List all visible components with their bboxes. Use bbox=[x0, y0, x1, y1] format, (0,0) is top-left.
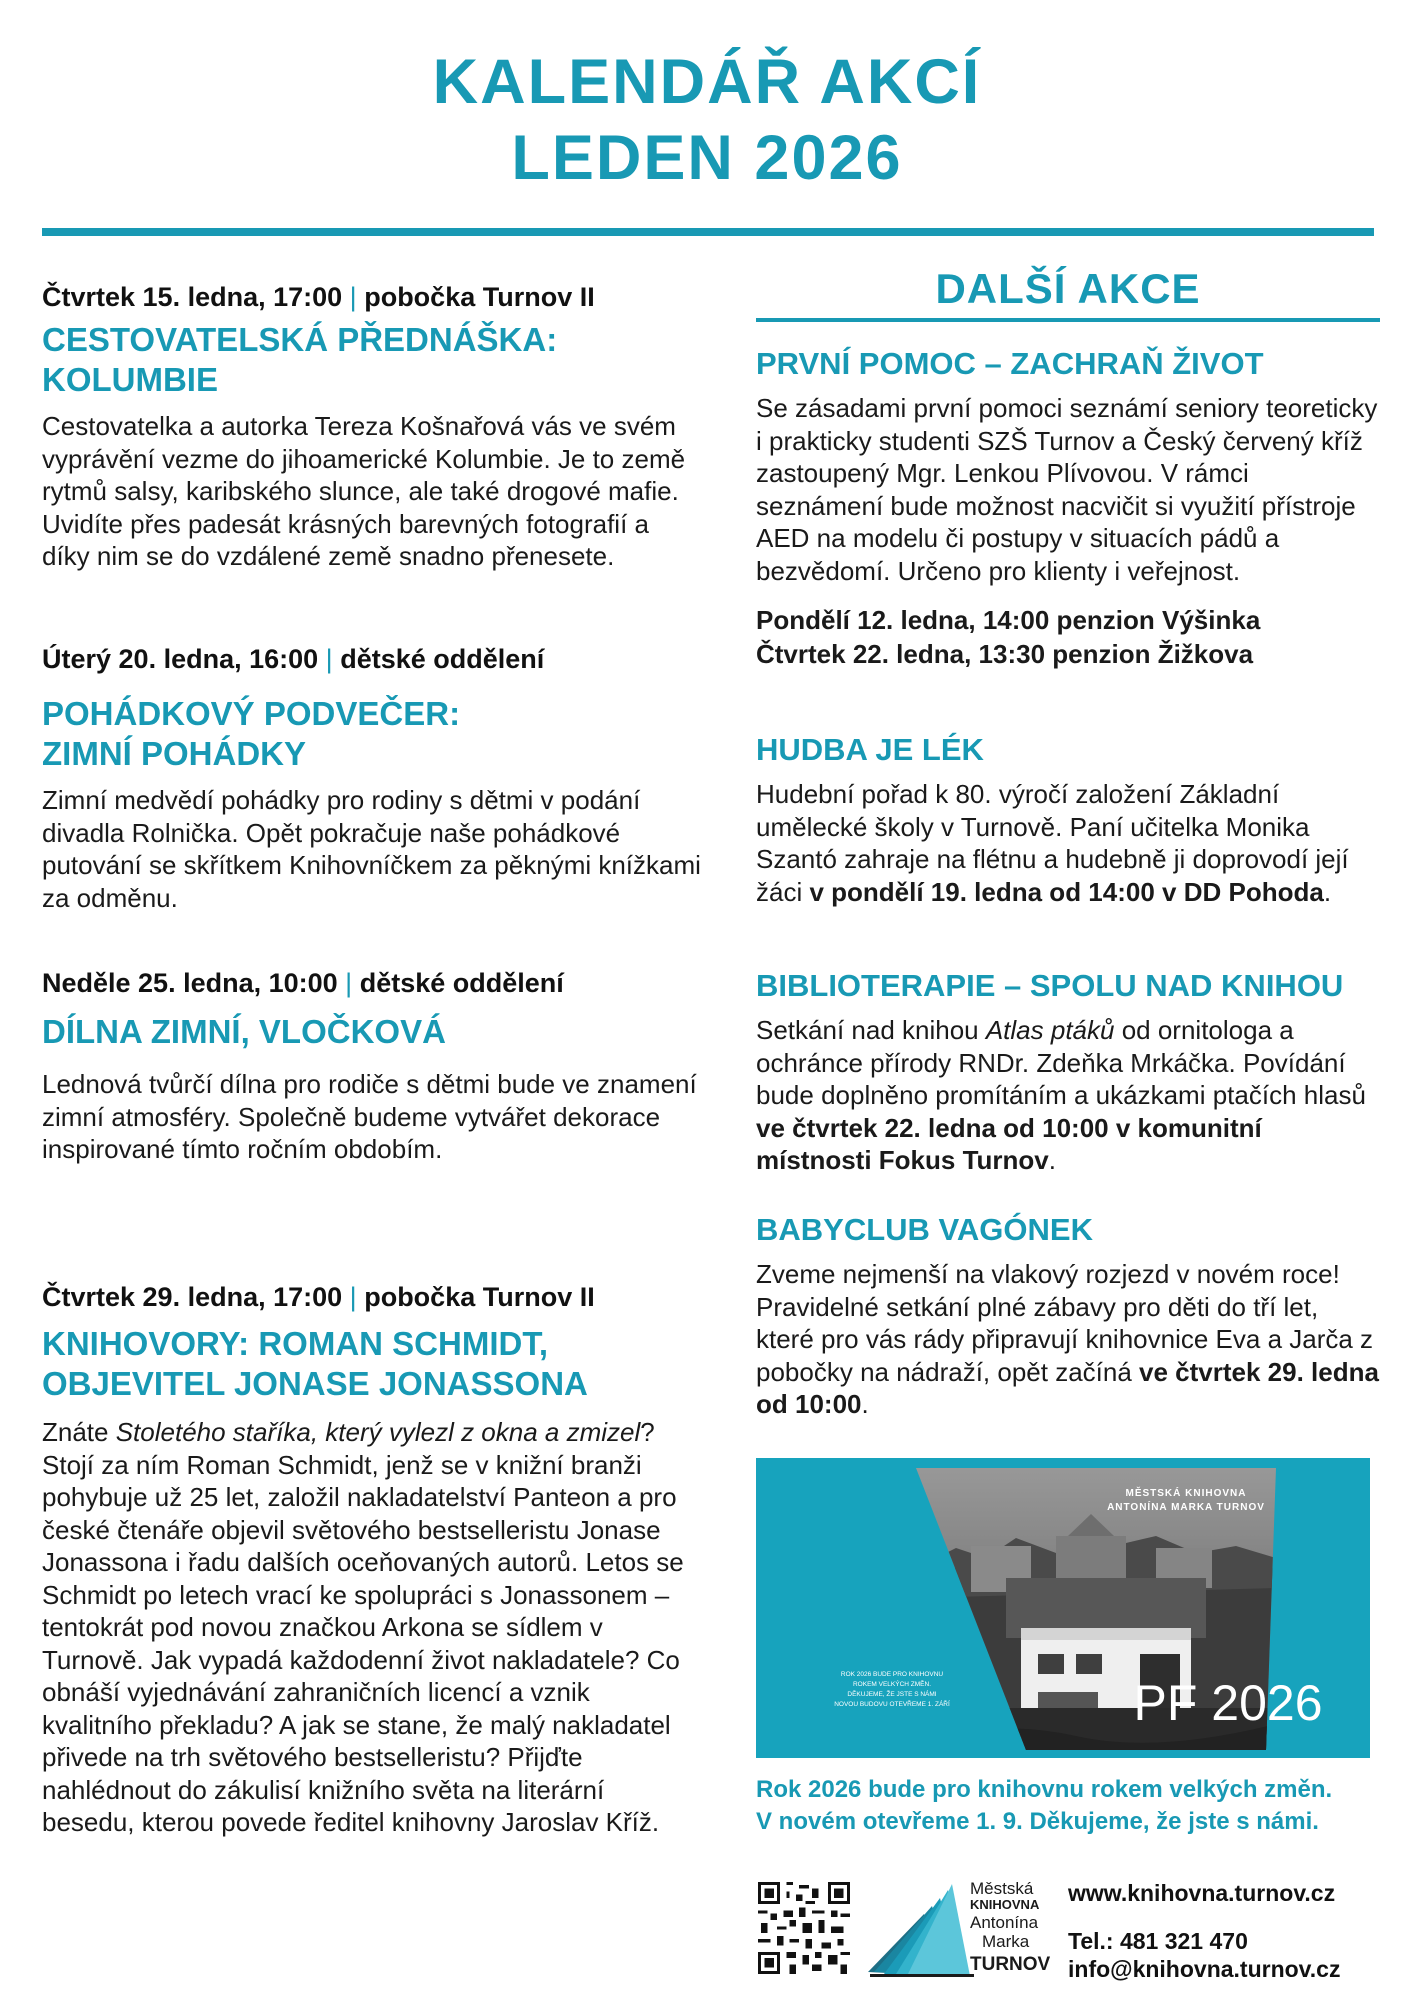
poster-pf-text: PF 2026 bbox=[1133, 1675, 1323, 1731]
other-events-divider bbox=[756, 318, 1380, 322]
book-title: Stoletého staříka, který vylezl z okna a zmizel bbox=[115, 1417, 641, 1447]
first-aid-dates bbox=[756, 603, 1380, 671]
event-title: DÍLNA ZIMNÍ, VLOČKOVÁ bbox=[42, 1013, 446, 1050]
music-block bbox=[756, 730, 1380, 908]
text-run: . bbox=[1048, 1145, 1056, 1175]
event-place: pobočka Turnov II bbox=[364, 1282, 595, 1312]
text-run: Hudební pořad k 80. výročí založení Základní umělecké školy v Turnově. Paní učitelka Monika Szantó zahraje na flétnu a hudebně ji doprovodí její žáci bbox=[756, 779, 1349, 907]
babyclub-title: BABYCLUB VAGÓNEK bbox=[756, 1212, 1093, 1247]
meta-separator: | bbox=[349, 282, 357, 312]
event-meta bbox=[42, 642, 702, 676]
music-description bbox=[756, 778, 1380, 908]
poster-small-text: ROKEM VELKÝCH ZMĚN. bbox=[852, 1681, 932, 1688]
event-meta bbox=[42, 966, 702, 1000]
event-title-line: KNIHOVORY: ROMAN SCHMIDT, bbox=[42, 1325, 548, 1362]
first-aid-title: PRVNÍ POMOC – ZACHRAŇ ŽIVOT bbox=[756, 346, 1264, 381]
event-description bbox=[42, 1416, 702, 1839]
event-1 bbox=[42, 280, 702, 573]
poster-small-text: ROK 2026 BUDE PRO KNIHOVNU bbox=[840, 1671, 944, 1678]
event-title bbox=[42, 1324, 702, 1404]
poster-graphic bbox=[756, 1458, 1370, 1758]
event-title-line: ZIMNÍ POHÁDKY bbox=[42, 735, 306, 772]
babyclub-description bbox=[756, 1258, 1380, 1421]
bibliotherapy-title: BIBLIOTERAPIE – SPOLU NAD KNIHOU bbox=[756, 968, 1344, 1003]
book-title: Atlas ptáků bbox=[985, 1015, 1115, 1045]
text-run: od ornitologa a ochránce přírody RNDr. Zdeňka Mrkáčka. Povídání bude doplněno promítáním a ukázkami ptačích hlasů bbox=[756, 1015, 1366, 1110]
poster-small-text: NOVOU BUDOVU OTEVŘEME 1. ZÁŘÍ bbox=[834, 1701, 950, 1708]
event-description: Zimní medvědí pohádky pro rodiny s dětmi v podání divadla Rolnička. Opět pokračuje naše pohádkové putování se skřítkem Knihovníčkem za pěknými knížkami za odměnu. bbox=[42, 785, 701, 913]
website-link[interactable]: www.knihovna.turnov.cz bbox=[1068, 1880, 1336, 1906]
text-run: Znáte bbox=[42, 1417, 116, 1447]
logo-text-line: Marka bbox=[982, 1932, 1030, 1951]
event-meta bbox=[42, 280, 702, 314]
bibliotherapy-block bbox=[756, 966, 1380, 1177]
meta-separator: | bbox=[325, 644, 333, 674]
bibliotherapy-description bbox=[756, 1014, 1380, 1177]
bibliotherapy-date: ve čtvrtek 22. ledna od 10:00 v komunitní místnosti Fokus Turnov bbox=[756, 1112, 1262, 1175]
event-place: pobočka Turnov II bbox=[364, 282, 595, 312]
text-run: . bbox=[1323, 876, 1332, 907]
event-title-line: OBJEVITEL JONASE JONASSONA bbox=[42, 1365, 588, 1402]
event-title-line: CESTOVATELSKÁ PŘEDNÁŠKA: bbox=[42, 321, 558, 358]
event-title-line: POHÁDKOVÝ PODVEČER: bbox=[42, 695, 461, 732]
event-place: dětské oddělení bbox=[340, 644, 545, 674]
first-aid-date: Čtvrtek 22. ledna, 13:30 penzion Žižkova bbox=[756, 639, 1254, 669]
event-date: Úterý 20. ledna, 16:00 bbox=[42, 644, 319, 674]
event-title bbox=[42, 320, 702, 400]
music-title: HUDBA JE LÉK bbox=[756, 732, 984, 767]
event-description: Cestovatelka a autorka Tereza Košnařová vás ve svém vyprávění vezme do jihoamerické Kolumbie. Je to země rytmů salsy, karibského slunce, ale také drogové mafie. Uvidíte přes padesát krásných barevných fotografií a díky nim se do vzdálené země snadno přenesete. bbox=[42, 411, 686, 571]
text-run: Setkání nad knihou bbox=[756, 1015, 986, 1045]
meta-separator: | bbox=[349, 1282, 357, 1312]
event-date: Neděle 25. ledna, 10:00 bbox=[42, 968, 338, 998]
title-line-1: KALENDÁŘ AKCÍ bbox=[432, 47, 982, 117]
logo-text-line: KNIHOVNA bbox=[970, 1897, 1040, 1912]
email-link[interactable]: info@knihovna.turnov.cz bbox=[1068, 1956, 1341, 1982]
logo-text-line: Městská bbox=[970, 1879, 1034, 1898]
pf-2026-poster bbox=[756, 1458, 1370, 1758]
text-run: . bbox=[861, 1389, 869, 1419]
logo-text-line: Antonína bbox=[970, 1913, 1039, 1932]
event-description: Lednová tvůrčí dílna pro rodiče s dětmi bude ve znamení zimní atmosféry. Společně budeme vytvářet dekorace inspirované tímto ročním obdobím. bbox=[42, 1069, 697, 1164]
event-title bbox=[42, 694, 702, 774]
other-events-heading: DALŠÍ AKCE bbox=[935, 265, 1201, 312]
poster-library-line: MĚSTSKÁ KNIHOVNA bbox=[1125, 1488, 1247, 1499]
meta-separator: | bbox=[345, 968, 353, 998]
event-place: dětské oddělení bbox=[359, 968, 564, 998]
caption-line: Rok 2026 bude pro knihovnu rokem velkých změn. bbox=[756, 1776, 1333, 1803]
first-aid-date: Pondělí 12. ledna, 14:00 penzion Výšinka bbox=[756, 605, 1261, 635]
text-run: Zveme nejmenší na vlakový rozjezd v novém roce! Pravidelné setkání plné zábavy pro děti do tří let, které pro vás rády připravují knihovnice Eva a Jarča z pobočky na nádraží, opět začíná bbox=[756, 1259, 1374, 1387]
title-line-2: LEDEN 2026 bbox=[511, 123, 903, 193]
logo-text-line: TURNOV bbox=[970, 1954, 1051, 1975]
library-logo bbox=[862, 1876, 1052, 1980]
qr-code[interactable] bbox=[758, 1882, 850, 1974]
event-meta bbox=[42, 1280, 702, 1314]
poster-caption bbox=[756, 1774, 1376, 1838]
first-aid-description: Se zásadami první pomoci seznámí seniory teoreticky i prakticky studenti SZŠ Turnov a Český červený kříž zastoupený Mgr. Lenkou Plívovou. V rámci seznámení bude možnost nacvičit si využití přístroje AED na modelu či postupy v situacích pádů a bezvědomí. Určeno pro klienty i veřejnost. bbox=[756, 393, 1378, 586]
event-date: Čtvrtek 15. ledna, 17:00 bbox=[42, 282, 343, 312]
book-logo-icon bbox=[862, 1876, 1052, 1980]
poster-library-line: ANTONÍNA MARKA TURNOV bbox=[1107, 1502, 1265, 1513]
babyclub-date: ve čtvrtek 29. ledna od 10:00 bbox=[756, 1356, 1379, 1419]
phone-number[interactable]: Tel.: 481 321 470 bbox=[1068, 1928, 1248, 1954]
event-date: Čtvrtek 29. ledna, 17:00 bbox=[42, 1282, 343, 1312]
event-4 bbox=[42, 1280, 702, 1839]
text-run: ? Stojí za ním Roman Schmidt, jenž se v knižní branži pohybuje už 25 let, založil nakladatelství Panteon a pro české čtenáře objevil světového bestselleristu Jonase Jonassona i řadu dalších oceňovaných autorů. Letos se Schmidt po letech vrací ke spolupráci s Jonassonem – tentokrát pod novou značkou Arkona se sídlem v Turnově. Jak vypadá každodenní život nakladatele? Co obnáší vyjednávání zahraničních licencí a vznik kvalitního překladu? A jak se stane, že malý nakladatel přivede na trh světového bestselleristu? Přijďte nahlédnout do zákulisí knižního světa na literární besedu, kterou povede ředitel knihovny Jaroslav Kříž. bbox=[42, 1417, 684, 1837]
title-divider bbox=[42, 228, 1374, 236]
event-3 bbox=[42, 966, 702, 1166]
babyclub-block bbox=[756, 1210, 1380, 1421]
caption-line: V novém otevřeme 1. 9. Děkujeme, že jste s námi. bbox=[756, 1808, 1319, 1835]
music-date: v pondělí 19. ledna od 14:00 v DD Pohoda bbox=[809, 876, 1324, 907]
event-2 bbox=[42, 642, 702, 914]
event-title-line: KOLUMBIE bbox=[42, 361, 218, 398]
first-aid-block bbox=[756, 344, 1380, 671]
page-title bbox=[0, 44, 1414, 196]
poster-small-text: DĚKUJEME, ŽE JSTE S NÁMI bbox=[847, 1691, 937, 1698]
